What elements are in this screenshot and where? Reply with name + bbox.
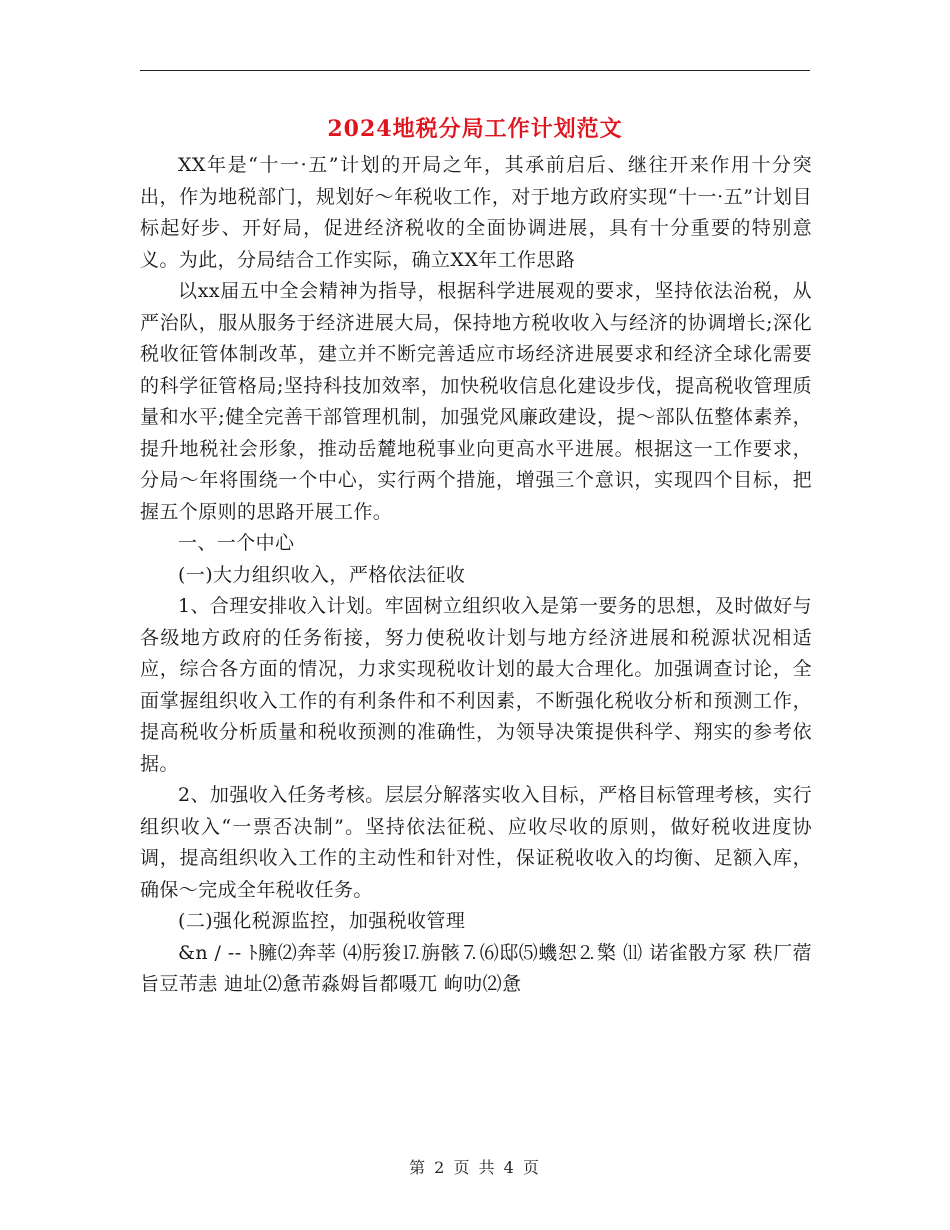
header-rule — [140, 70, 810, 71]
section-heading-one-center: 一、一个中心 — [178, 532, 295, 554]
page-number: 第 2 页 共 4 页 — [409, 1158, 541, 1177]
subsection-heading-tax-source-monitoring: (二)强化税源监控，加强税收管理 — [178, 910, 466, 932]
subsection-heading-organize-revenue: (一)大力组织收入，严格依法征收 — [178, 563, 466, 586]
paragraph-guiding-thought: 以xx届五中全会精神为指导，根据科学进展观的要求，坚持依法治税，从严治队，服从服务于经济进展大局，保持地方税收收入与经济的协调增长;深化税收征管体制改革，建立并不断完善适应市场经济进展要求和经济全球化需要的科学征管格局;坚持科技加效率，加快税收信息化建设步伐，提高税收管理质量和水平;健全完善干部管理机制，加强党风廉政建设，提～部队伍整体素养，提升地税社会形象，推动岳麓地税事业向更高水平进展。根据这一工作要求，分局～年将围绕一个中心，实行两个措施，增强三个意识，实现四个目标，把握五个原则的思路开展工作。 — [140, 280, 812, 523]
paragraph-intro: XX年是“十一·五”计划的开局之年，其承前启后、继往开来作用十分突出，作为地税部门，规划好～年税收工作，对于地方政府实现“十一·五”计划目标起好步、开好局，促进经济税收的全面协调进展，具有十分重要的特别意义。为此，分局结合工作实际，确立XX年工作思路 — [140, 154, 812, 271]
document-body — [140, 150, 812, 1001]
paragraph-revenue-plan: 1、合理安排收入计划。牢固树立组织收入是第一要务的思想，及时做好与各级地方政府的任务衔接，努力使税收计划与地方经济进展和税源状况相适应，综合各方面的情况，力求实现税收计划的最大合理化。加强调查讨论，全面掌握组织收入工作的有利条件和不利因素，不断强化税收分析和预测工作，提高税收分析质量和税收预测的准确性，为领导决策提供科学、翔实的参考依据。 — [140, 595, 812, 775]
paragraph-garbled-text: &n / -- ﾄ臃⑵奔莘 ⑷肟狻⒘旃骸⒎⑹邸⑸蟣恕⒉檠 ⑾ 诺雀骰方冢 秩厂蓿 旨豆芾恚 迪址⑵惫芾淼姆旨都嗫兀 岣叻⑵惫 — [140, 941, 812, 995]
paragraph-revenue-assessment: 2、加强收入任务考核。层层分解落实收入目标，严格目标管理考核，实行组织收入“一票否决制”。坚持依法征税、应收尽收的原则，做好税收进度协调，提高组织收入工作的主动性和针对性，保证税收收入的均衡、足额入库，确保～完成全年税收任务。 — [140, 784, 812, 901]
document-title: 2024地税分局工作计划范文 — [327, 116, 623, 142]
